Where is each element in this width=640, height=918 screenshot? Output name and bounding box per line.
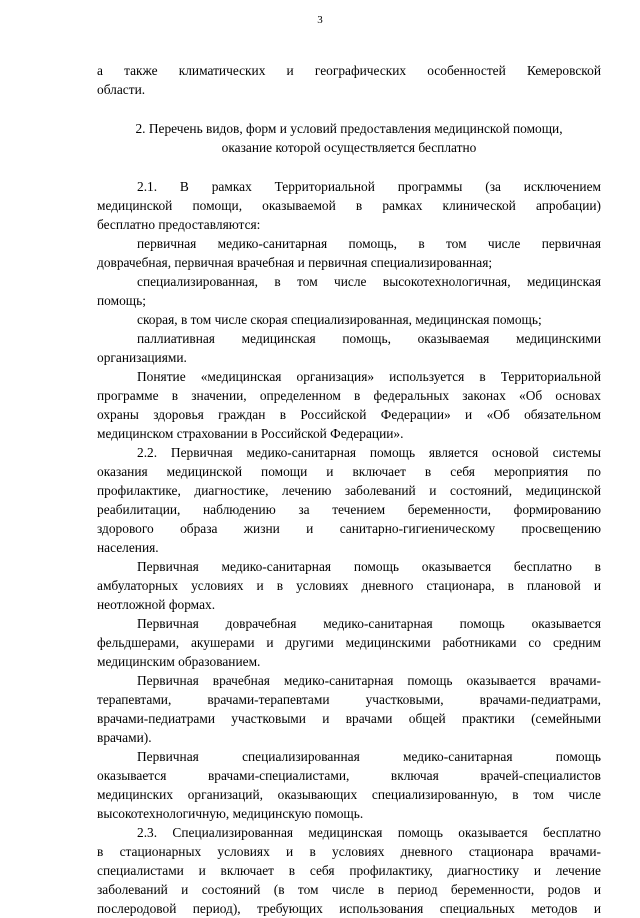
text-line: помощь; [97, 293, 146, 308]
text-line: специализированная, в том числе высокотехнологичная, медицинская [137, 274, 601, 289]
text-line: а также климатических и географических особенностей Кемеровской [97, 63, 601, 78]
text-line: оказывается врачами-специалистами, включая врачей-специалистов [97, 768, 601, 783]
text-line: медицинских организаций, оказывающих специализированную, в том числе [97, 787, 601, 802]
text-line: Первичная врачебная медико-санитарная помощь оказывается врачами- [137, 673, 601, 688]
text-line: охраны здоровья граждан в Российской Федерации» и «Об обязательном [97, 407, 601, 422]
text-line: доврачебная, первичная врачебная и первичная специализированная; [97, 255, 493, 270]
text-line: здорового образа жизни и санитарно-гигиеническому просвещению [97, 521, 601, 536]
text-line: 2.1. В рамках Территориальной программы (за исключением [137, 179, 601, 194]
text-line: Понятие «медицинская организация» используется в Территориальной [137, 369, 601, 384]
text-line: неотложной формах. [97, 597, 216, 612]
text-line: терапевтами, врачами-терапевтами участковыми, врачами-педиатрами, [97, 692, 601, 707]
text-line: специалистами и включает в себя профилактику, диагностику и лечение [97, 863, 601, 878]
text-line: Первичная специализированная медико-санитарная помощь [137, 749, 601, 764]
text-line: медицинском страховании в Российской Федерации». [97, 426, 404, 441]
text-line: в стационарных условиях и в условиях дневного стационара врачами- [97, 844, 601, 859]
text-line: первичная медико-санитарная помощь, в том числе первичная [137, 236, 601, 251]
section-heading-line: 2. Перечень видов, форм и условий предоставления медицинской помощи, [135, 121, 563, 136]
text-line: послеродовой период), требующих использования специальных методов и [97, 901, 601, 916]
text-line: оказания медицинской помощи и включает в себя мероприятия по [97, 464, 601, 479]
text-line: 2.3. Специализированная медицинская помощь оказывается бесплатно [137, 825, 601, 840]
text-line: программе в значении, определенном в федеральных законах «Об основах [97, 388, 601, 403]
text-line: паллиативная медицинская помощь, оказываемая медицинскими [137, 331, 601, 346]
page-number: 3 [317, 14, 323, 26]
text-line: врачами). [97, 730, 152, 745]
text-line: населения. [97, 540, 159, 555]
text-line: Первичная доврачебная медико-санитарная помощь оказывается [137, 616, 601, 631]
text-line: заболеваний и состояний (в том числе в период беременности, родов и [97, 882, 601, 897]
text-line: бесплатно предоставляются: [97, 217, 261, 232]
text-line: реабилитации, наблюдению за течением беременности, формированию [97, 502, 601, 517]
text-line: медицинским образованием. [97, 654, 261, 669]
paragraph-gap [97, 157, 601, 177]
paragraph-gap [97, 99, 601, 119]
text-line: медицинской помощи, оказываемой в рамках клинической апробации) [97, 198, 601, 213]
text-line: фельдшерами, акушерами и другими медицинскими работниками со средним [97, 635, 601, 650]
text-line: области. [97, 82, 146, 97]
text-line: амбулаторных условиях и в условиях дневного стационара, в плановой и [97, 578, 601, 593]
section-heading-line: оказание которой осуществляется бесплатно [221, 140, 477, 155]
text-line: врачами-педиатрами участковыми и врачами общей практики (семейными [97, 711, 601, 726]
text-line: профилактике, диагностике, лечению заболеваний и состояний, медицинской [97, 483, 601, 498]
document-body [97, 61, 601, 918]
text-line: скорая, в том числе скорая специализированная, медицинская помощь; [137, 312, 542, 327]
text-line: высокотехнологичную, медицинскую помощь. [97, 806, 364, 821]
text-line: Первичная медико-санитарная помощь оказывается бесплатно в [137, 559, 601, 574]
text-line: организациями. [97, 350, 187, 365]
text-line: 2.2. Первичная медико-санитарная помощь является основой системы [137, 445, 601, 460]
